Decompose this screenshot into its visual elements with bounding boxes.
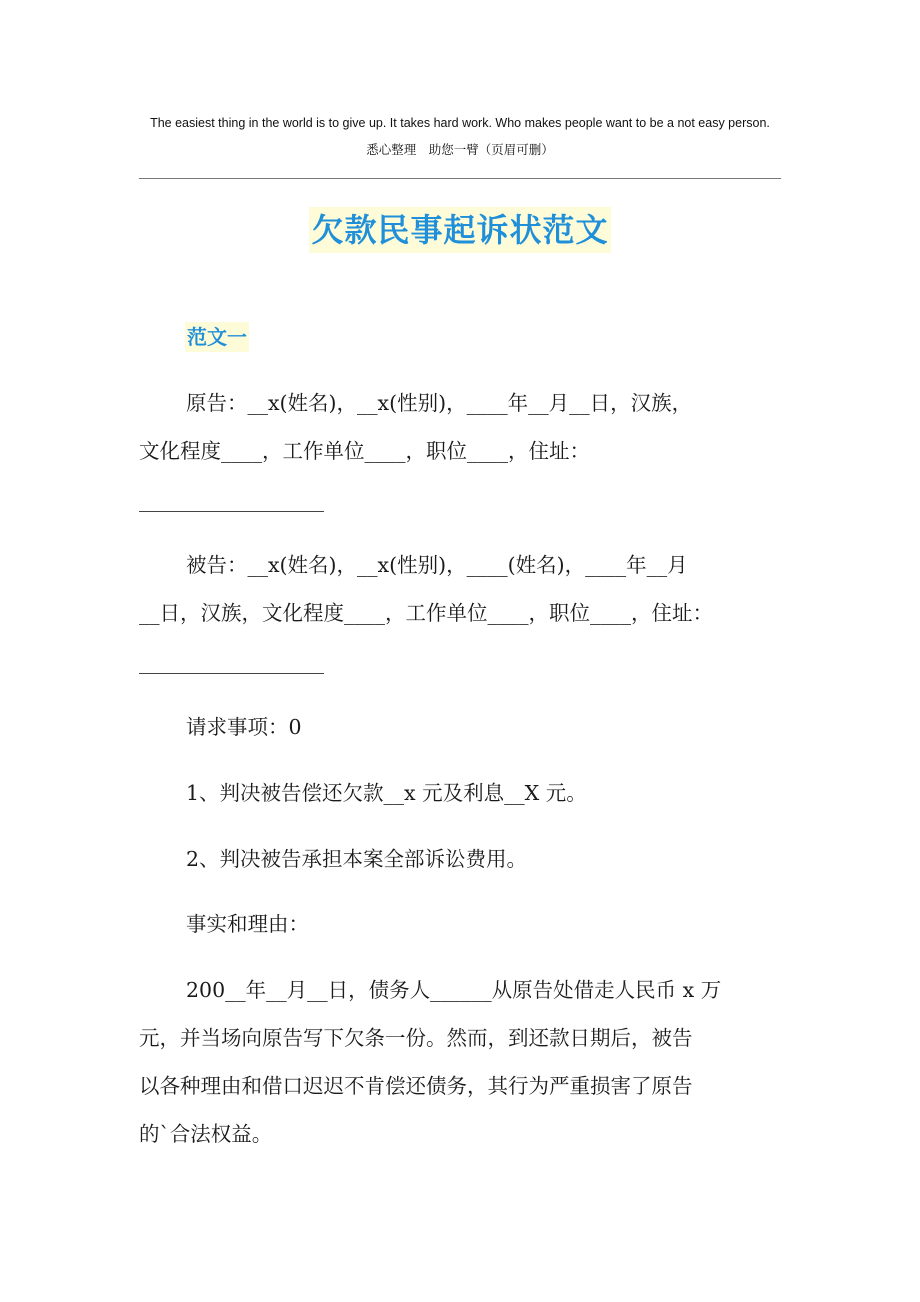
claims-heading: 请求事项：0 <box>186 715 302 739</box>
plaintiff-line-1: 原告：__x(姓名)，__x(性别)，____年__月__日，汉族， <box>186 391 693 415</box>
claim-item-2: 2、判决被告承担本案全部诉讼费用。 <box>186 847 528 871</box>
header-divider <box>139 178 781 179</box>
facts-line-2: 元，并当场向原告写下欠条一份。然而，到还款日期后，被告 <box>139 1026 693 1050</box>
document-title-text: 欠款民事起诉状范文 <box>309 207 610 253</box>
defendant-address-blank <box>139 673 324 674</box>
claim-item-1: 1、判决被告偿还欠款__x 元及利息__X 元。 <box>186 781 587 805</box>
document-title <box>0 207 920 253</box>
plaintiff-line-2: 文化程度____，工作单位____，职位____，住址： <box>139 439 590 463</box>
defendant-line-2: __日，汉族，文化程度____，工作单位____，职位____，住址： <box>139 601 713 625</box>
header-note: 悉心整理 助您一臂（页眉可删） <box>366 142 554 157</box>
header-quote: The easiest thing in the world is to give up. It takes hard work. Who makes people want to be a not easy person. <box>150 116 770 130</box>
facts-line-4: 的`合法权益。 <box>139 1122 273 1146</box>
plaintiff-address-blank <box>139 511 324 512</box>
section-heading: 范文一 <box>185 322 249 352</box>
facts-heading: 事实和理由： <box>186 912 309 936</box>
facts-line-1: 200__年__月__日，债务人______从原告处借走人民币 x 万 <box>186 978 722 1002</box>
defendant-line-1: 被告：__x(姓名)，__x(性别)，____(姓名)，____年__月 <box>186 553 688 577</box>
facts-line-3: 以各种理由和借口迟迟不肯偿还债务，其行为严重损害了原告 <box>139 1074 693 1098</box>
